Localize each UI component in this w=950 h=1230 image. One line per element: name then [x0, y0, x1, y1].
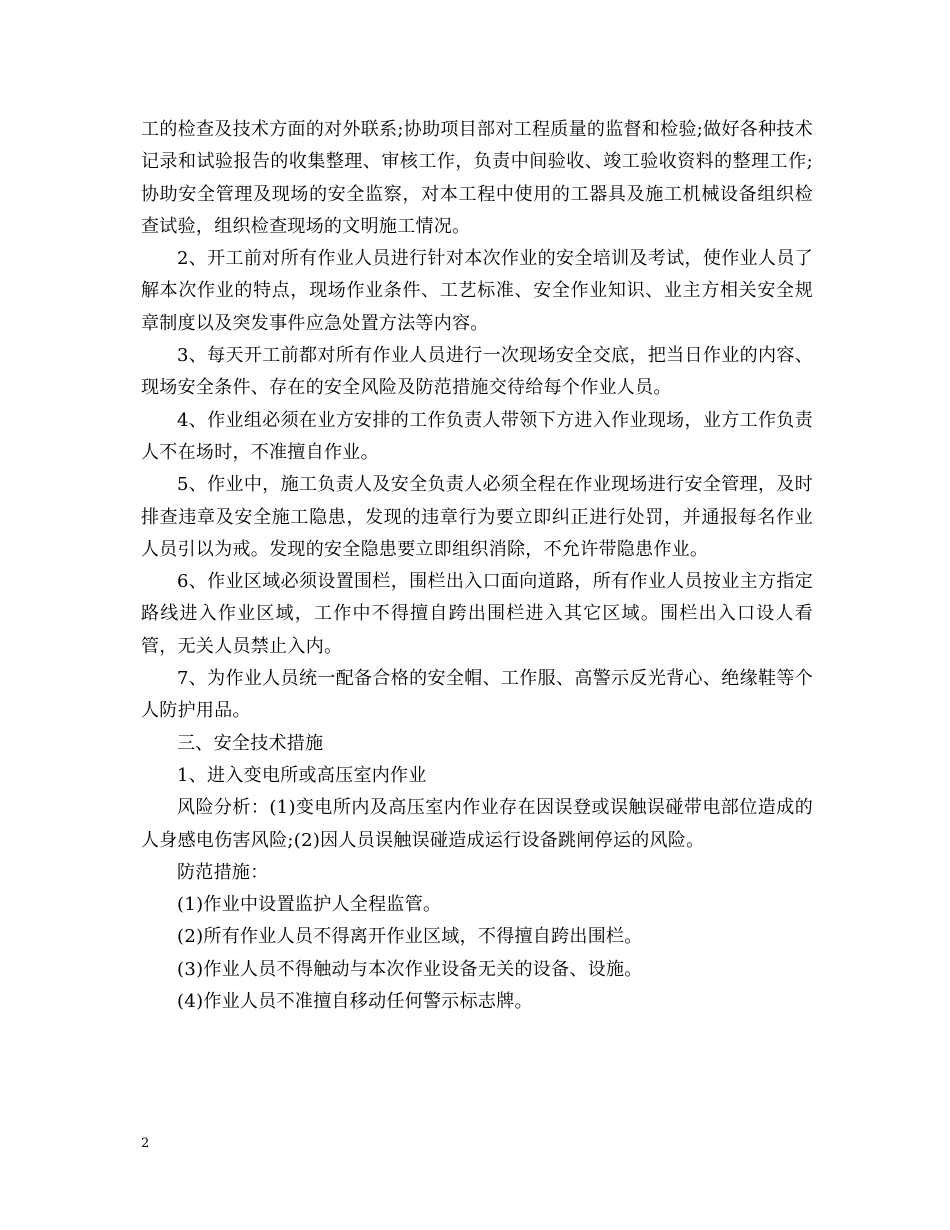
list-item-measure-4: (4)作业人员不准擅自移动任何警示标志牌。 [177, 991, 533, 1013]
document-body [141, 114, 813, 1018]
paragraph-item-4-supervision: 4、作业组必须在业方安排的工作负责人带领下方进入作业现场，业方工作负责人不在场时，不准擅自作业。 [141, 409, 813, 463]
paragraph-prevention-label: 防范措施： [177, 861, 269, 883]
paragraph-item-6-fencing: 6、作业区域必须设置围栏，围栏出入口面向道路，所有作业人员按业主方指定路线进入作业区域，工作中不得擅自跨出围栏进入其它区域。围栏出入口设人看管，无关人员禁止入内。 [141, 571, 813, 657]
subsection-heading-substation-work: 1、进入变电所或高压室内作业 [177, 764, 427, 786]
paragraph-continuation: 工的检查及技术方面的对外联系;协助项目部对工程质量的监督和检验;做好各种技术记录和试验报告的收集整理、审核工作，负责中间验收、竣工验收资料的整理工作;协助安全管理及现场的安全监察，对本工程中使用的工器具及施工机械设备组织检查试验，组织检查现场的文明施工情况。 [141, 119, 813, 237]
paragraph-risk-analysis: 风险分析：(1)变电所内及高压室内作业存在因误登或误触误碰带电部位造成的人身感电伤害风险;(2)因人员误触误碰造成运行设备跳闸停运的风险。 [141, 797, 813, 851]
list-item-measure-1: (1)作业中设置监护人全程监管。 [177, 894, 442, 916]
section-heading-safety-measures: 三、安全技术措施 [177, 732, 324, 754]
page-number: 2 [141, 1136, 150, 1151]
list-item-measure-2: (2)所有作业人员不得离开作业区域，不得擅自跨出围栏。 [177, 926, 643, 948]
paragraph-item-3-daily-briefing: 3、每天开工前都对所有作业人员进行一次现场安全交底，把当日作业的内容、现场安全条件、存在的安全风险及防范措施交待给每个作业人员。 [141, 345, 813, 399]
list-item-measure-3: (3)作业人员不得触动与本次作业设备无关的设备、设施。 [177, 958, 643, 980]
paragraph-item-7-protective-equipment: 7、为作业人员统一配备合格的安全帽、工作服、高警示反光背心、绝缘鞋等个人防护用品。 [141, 668, 813, 722]
paragraph-item-2-training: 2、开工前对所有作业人员进行针对本次作业的安全培训及考试，使作业人员了解本次作业的特点，现场作业条件、工艺标准、安全作业知识、业主方相关安全规章制度以及突发事件应急处置方法等内容。 [141, 248, 813, 334]
paragraph-item-5-onsite-management: 5、作业中，施工负责人及安全负责人必须全程在作业现场进行安全管理，及时排查违章及安全施工隐患，发现的违章行为要立即纠正进行处罚，并通报每名作业人员引以为戒。发现的安全隐患要立即组织消除，不允许带隐患作业。 [141, 474, 813, 560]
